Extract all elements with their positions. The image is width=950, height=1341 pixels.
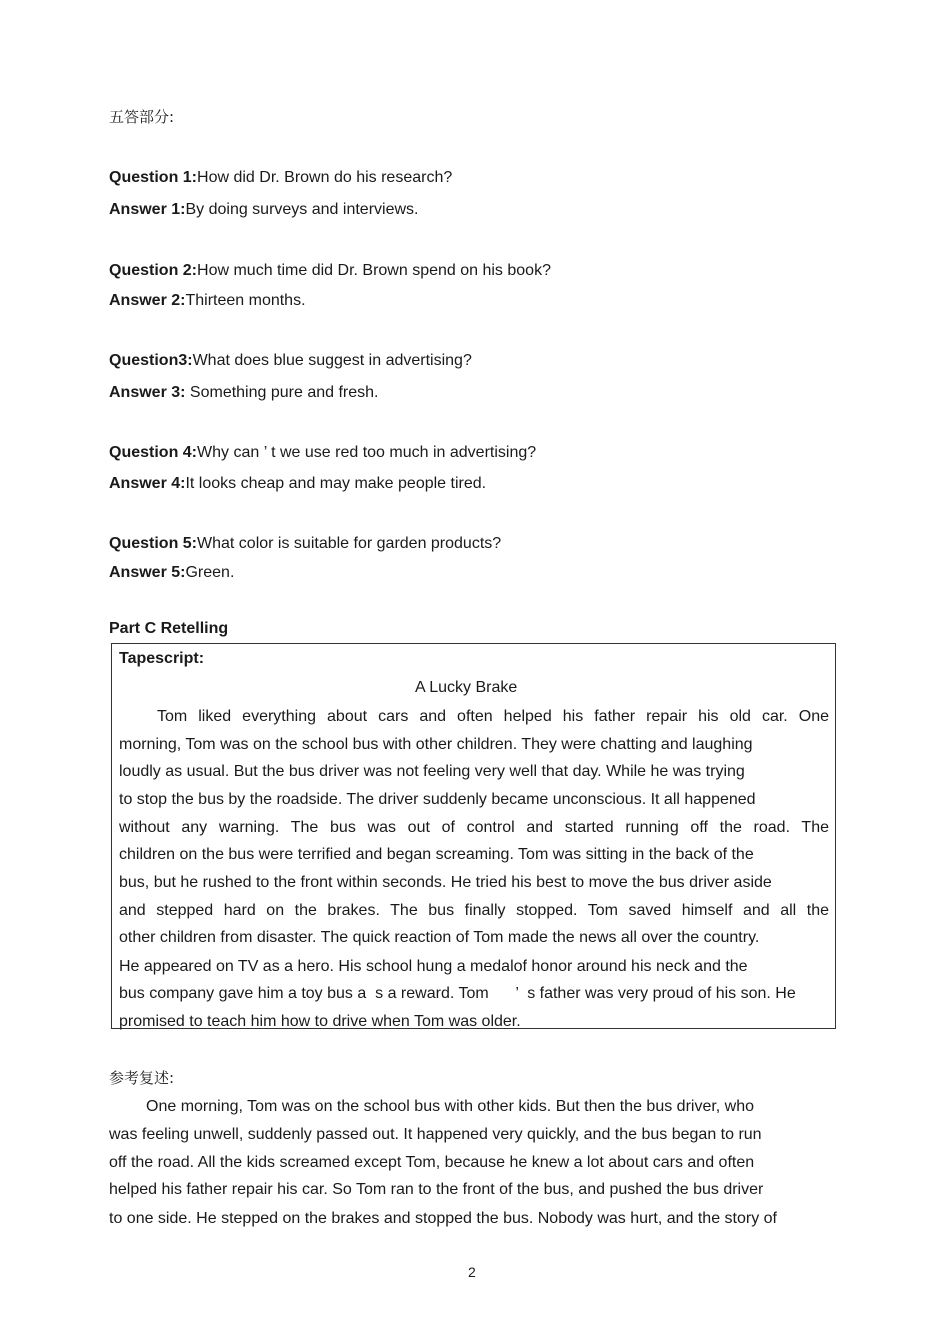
answer-text: Thirteen months. [185,292,306,309]
tapescript-line: loudly as usual. But the bus driver was not feeling very well that day. While he was trying [119,763,745,780]
reference-line: to one side. He stepped on the brakes and stopped the bus. Nobody was hurt, and the story of [109,1210,777,1227]
reference-line: helped his father repair his car. So Tom ran to the front of the bus, and pushed the bus driver [109,1181,764,1198]
question-2 [109,262,551,280]
question-5 [109,535,501,553]
answer-2 [109,292,306,310]
tapescript-line: He appeared on TV as a hero. His school hung a medalof honor around his neck and the [119,958,748,975]
answer-text: It looks cheap and may make people tired. [185,475,487,492]
tapescript-line: Tom liked everything about cars and often helped his father repair his old car. One [157,708,829,725]
answer-text: Something pure and fresh. [185,384,379,401]
tapescript-line: bus company gave him a toy bus a s a reward. Tom ’ s father was very proud of his son. He [119,985,796,1002]
answer-3 [109,384,378,402]
tapescript-line: to stop the bus by the roadside. The driver suddenly became unconscious. It all happened [119,791,756,808]
reference-heading: 参考复述: [109,1069,175,1087]
question-3 [109,352,472,370]
question-label: Question 4: [109,444,198,461]
answer-label: Answer 2: [109,292,186,309]
answer-1 [109,201,418,219]
answer-label: Answer 3: [109,384,186,401]
answer-text: By doing surveys and interviews. [185,201,419,218]
question-1 [109,169,452,187]
part-c-heading: Part C Retelling [109,620,229,637]
answer-text: Green. [185,564,235,581]
tapescript-line: morning, Tom was on the school bus with other children. They were chatting and laughing [119,736,753,753]
reference-line: One morning, Tom was on the school bus with other kids. But then the bus driver, who [146,1098,755,1115]
answer-4 [109,475,486,493]
tapescript-line: other children from disaster. The quick reaction of Tom made the news all over the country. [119,929,760,946]
question-label: Question 2: [109,262,198,279]
section-heading: 五答部分: [109,108,175,126]
tapescript-line: children on the bus were terrified and began screaming. Tom was sitting in the back of the [119,846,754,863]
question-text: What color is suitable for garden products? [197,535,502,552]
question-text: Why can ’ t we use red too much in advertising? [197,444,537,461]
question-4 [109,444,536,462]
question-text: How much time did Dr. Brown spend on his book? [197,262,551,279]
tapescript-label: Tapescript: [119,650,205,667]
answer-label: Answer 1: [109,201,186,218]
reference-line: was feeling unwell, suddenly passed out. It happened very quickly, and the bus began to run [109,1126,762,1143]
question-label: Question 1: [109,169,198,186]
question-label: Question 5: [109,535,198,552]
question-label: Question3: [109,352,193,369]
story-title: A Lucky Brake [415,679,518,696]
tapescript-line: promised to teach him how to drive when Tom was older. [119,1013,521,1030]
answer-label: Answer 5: [109,564,186,581]
question-text: How did Dr. Brown do his research? [197,169,453,186]
answer-label: Answer 4: [109,475,186,492]
answer-5 [109,564,234,582]
tapescript-line: bus, but he rushed to the front within seconds. He tried his best to move the bus driver aside [119,874,772,891]
question-text: What does blue suggest in advertising? [192,352,472,369]
page-number: 2 [468,1264,476,1280]
tapescript-line: and stepped hard on the brakes. The bus finally stopped. Tom saved himself and all the [119,902,829,919]
reference-line: off the road. All the kids screamed except Tom, because he knew a lot about cars and often [109,1154,755,1171]
tapescript-line: without any warning. The bus was out of control and started running off the road. The [119,819,829,836]
